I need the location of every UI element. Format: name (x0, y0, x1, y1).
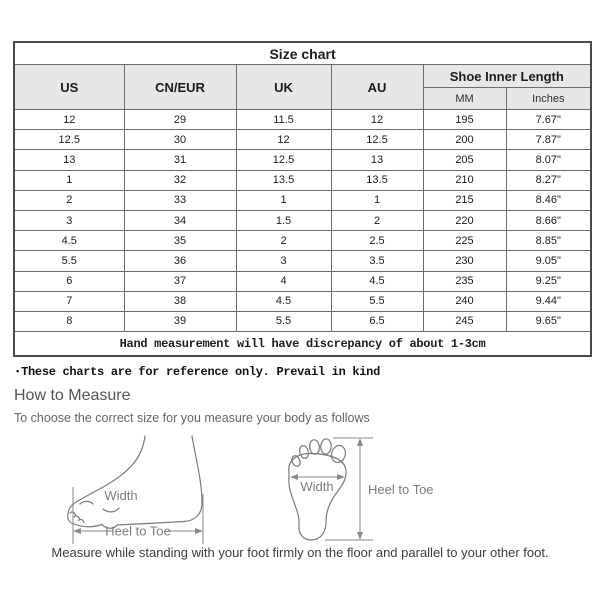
table-cell: 13 (14, 150, 124, 170)
table-cell: 245 (423, 311, 506, 331)
vertical-arrowhead-bottom (357, 532, 363, 540)
toe-4 (320, 439, 331, 455)
table-cell: 30 (124, 130, 236, 150)
table-cell: 225 (423, 231, 506, 251)
how-to-measure-subtitle: To choose the correct size for you measure your body as follows (14, 411, 370, 425)
table-cell: 5.5 (331, 291, 423, 311)
column-header-cn-eur: CN/EUR (124, 65, 236, 110)
table-cell: 215 (423, 190, 506, 210)
square-bullet-icon: ▪ (15, 367, 21, 377)
foot-side-view-diagram (55, 432, 220, 562)
toe-knuckle-arc (80, 501, 93, 504)
table-cell: 9.44" (506, 291, 591, 311)
table-cell: 13 (331, 150, 423, 170)
heel-to-toe-label-print: Heel to Toe (368, 482, 434, 497)
table-cell: 1.5 (236, 210, 331, 230)
table-cell: 3 (236, 251, 331, 271)
width-label-side: Width (104, 488, 138, 503)
size-chart-body (14, 110, 591, 332)
table-cell: 12 (331, 110, 423, 130)
table-cell: 9.05" (506, 251, 591, 271)
measure-instruction: Measure while standing with your foot firmly on the floor and parallel to your other foot. (51, 545, 549, 560)
table-cell: 8 (14, 311, 124, 331)
table-cell: 12.5 (331, 130, 423, 150)
table-cell: 7.67" (506, 110, 591, 130)
toe-3 (309, 439, 320, 454)
width-arrowhead-left (290, 474, 298, 480)
table-cell: 12.5 (14, 130, 124, 150)
foot-sole-line (102, 436, 202, 528)
table-footer-row (14, 332, 591, 357)
reference-note-text: These charts are for reference only. Prevail in kind (21, 365, 380, 379)
table-row (14, 170, 591, 190)
table-cell: 7 (14, 291, 124, 311)
table-cell: 205 (423, 150, 506, 170)
foot-outline (68, 436, 145, 527)
table-cell: 9.25" (506, 271, 591, 291)
table-cell: 230 (423, 251, 506, 271)
column-header-uk: UK (236, 65, 331, 110)
table-cell: 2.5 (331, 231, 423, 251)
table-cell: 11.5 (236, 110, 331, 130)
table-row (14, 271, 591, 291)
column-header-mm: MM (423, 88, 506, 110)
heel-to-toe-label-side: Heel to Toe (105, 523, 171, 539)
table-row (14, 231, 591, 251)
table-cell: 195 (423, 110, 506, 130)
table-cell: 1 (236, 190, 331, 210)
table-cell: 39 (124, 311, 236, 331)
table-cell: 2 (331, 210, 423, 230)
table-cell: 36 (124, 251, 236, 271)
table-cell: 200 (423, 130, 506, 150)
table-cell: 8.85" (506, 231, 591, 251)
column-header-au: AU (331, 65, 423, 110)
table-title-row (14, 42, 591, 65)
table-cell: 9.65" (506, 311, 591, 331)
toe-detail-3 (79, 519, 85, 522)
table-cell: 235 (423, 271, 506, 291)
table-cell: 3.5 (331, 251, 423, 271)
instep-arc (103, 508, 119, 512)
table-cell: 8.46" (506, 190, 591, 210)
table-cell: 12.5 (236, 150, 331, 170)
table-row (14, 251, 591, 271)
table-cell: 38 (124, 291, 236, 311)
table-row (14, 190, 591, 210)
table-cell: 35 (124, 231, 236, 251)
table-cell: 13.5 (236, 170, 331, 190)
width-label-print: Width (300, 479, 334, 494)
table-row (14, 130, 591, 150)
width-arrowhead-right (337, 474, 345, 480)
table-cell: 1 (14, 170, 124, 190)
table-cell: 37 (124, 271, 236, 291)
table-cell: 7.87" (506, 130, 591, 150)
table-row (14, 291, 591, 311)
column-header-shoe-inner-length: Shoe Inner Length (423, 65, 591, 88)
toe-2 (298, 445, 309, 460)
table-header-row (14, 65, 591, 88)
table-cell: 6.5 (331, 311, 423, 331)
table-cell: 8.27" (506, 170, 591, 190)
table-cell: 12 (236, 130, 331, 150)
table-cell: 2 (14, 190, 124, 210)
table-cell: 33 (124, 190, 236, 210)
table-cell: 3 (14, 210, 124, 230)
toe-detail-2 (74, 516, 80, 519)
how-to-measure-title: How to Measure (14, 387, 131, 404)
arrowhead-left (73, 528, 81, 534)
table-row (14, 110, 591, 130)
column-header-inches: Inches (506, 88, 591, 110)
table-cell: 5.5 (14, 251, 124, 271)
column-header-us: US (14, 65, 124, 110)
table-cell: 32 (124, 170, 236, 190)
table-cell: 13.5 (331, 170, 423, 190)
reference-note (15, 365, 380, 379)
table-cell: 8.66" (506, 210, 591, 230)
table-cell: 31 (124, 150, 236, 170)
table-cell: 240 (423, 291, 506, 311)
table-cell: 8.07" (506, 150, 591, 170)
table-cell: 1 (331, 190, 423, 210)
table-cell: 4.5 (14, 231, 124, 251)
table-row (14, 150, 591, 170)
table-cell: 5.5 (236, 311, 331, 331)
table-cell: 220 (423, 210, 506, 230)
table-cell: 210 (423, 170, 506, 190)
vertical-arrowhead-top (357, 438, 363, 446)
table-cell: 34 (124, 210, 236, 230)
table-cell: 29 (124, 110, 236, 130)
big-toe (330, 444, 347, 464)
table-row (14, 210, 591, 230)
size-chart-title: Size chart (14, 42, 591, 65)
table-cell: 4.5 (331, 271, 423, 291)
table-cell: 4 (236, 271, 331, 291)
measurement-discrepancy-note: Hand measurement will have discrepancy of about 1-3cm (14, 332, 591, 357)
table-cell: 4.5 (236, 291, 331, 311)
arrowhead-right (195, 528, 203, 534)
table-cell: 2 (236, 231, 331, 251)
table-cell: 6 (14, 271, 124, 291)
table-cell: 12 (14, 110, 124, 130)
table-row (14, 311, 591, 331)
size-chart-table (13, 41, 592, 357)
